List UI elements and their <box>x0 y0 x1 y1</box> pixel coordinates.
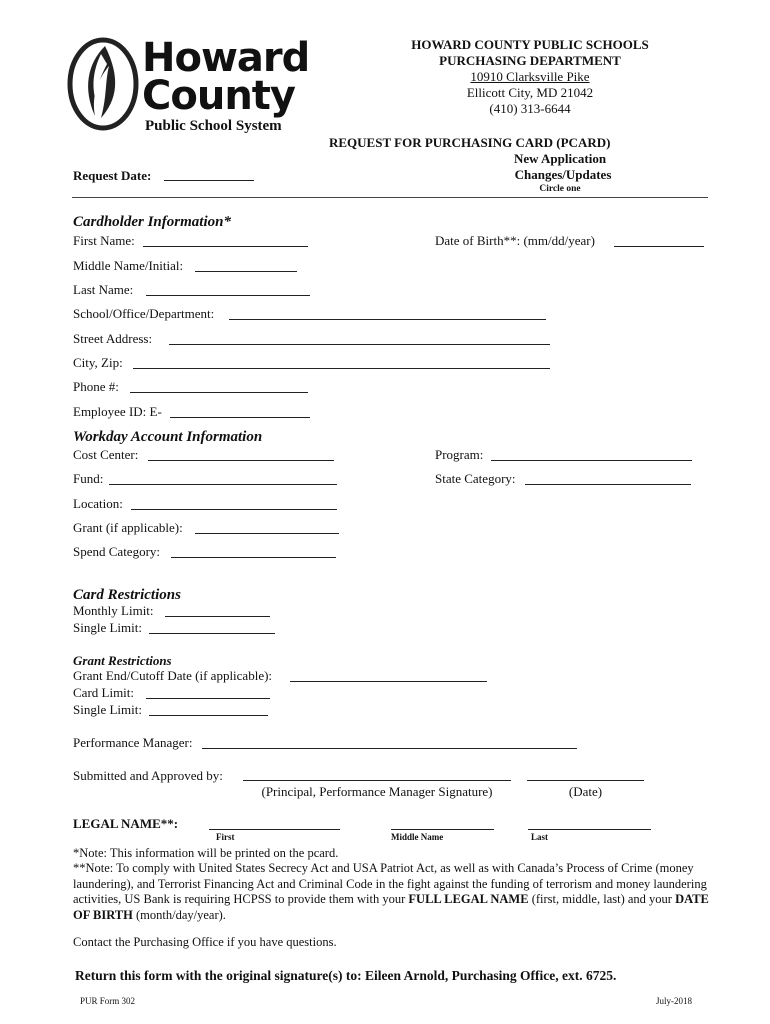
approval-date-field[interactable] <box>527 780 644 781</box>
employee-id-field[interactable] <box>170 417 310 418</box>
first-name-field[interactable] <box>143 246 308 247</box>
date-caption: (Date) <box>568 784 603 799</box>
dob-field[interactable] <box>614 246 704 247</box>
street-label: Street Address: <box>73 331 153 346</box>
submitted-approved-label: Submitted and Approved by: <box>73 768 223 783</box>
logo-word-county: County <box>142 73 295 119</box>
phone-field[interactable] <box>130 392 308 393</box>
request-date-field[interactable] <box>164 180 254 181</box>
spend-category-label: Spend Category: <box>73 544 161 559</box>
employee-id-label: Employee ID: E- <box>73 404 162 419</box>
legal-middle-caption: Middle Name <box>391 832 444 842</box>
last-name-label: Last Name: <box>73 282 134 297</box>
phone-label: Phone #: <box>73 379 119 394</box>
single-limit-field[interactable] <box>149 633 275 634</box>
monthly-limit-label: Monthly Limit: <box>73 603 154 618</box>
note-legal-compliance: **Note: To comply with United States Secrecy Act and USA Patriot Act, as well as with Canada’s Process of Crime (money laundering), and Terrorist Financing Act and Criminal Code in the fight against the funding of terrorism and money laundering activities, US Bank is requiring HCPSS to provide them with your FULL LEGAL NAME (first, middle, last) and your DATE OF BIRTH (month/day/year). <box>73 861 709 922</box>
single-limit-label: Single Limit: <box>73 620 142 635</box>
grant-end-date-field[interactable] <box>290 681 487 682</box>
address-line1: 10910 Clarksville Pike <box>470 69 590 84</box>
legal-name-label: LEGAL NAME**: <box>73 816 179 831</box>
return-instructions: Return this form with the original signature(s) to: Eileen Arnold, Purchasing Office, ext. 6725. <box>75 968 617 983</box>
spend-category-field[interactable] <box>171 557 336 558</box>
location-field[interactable] <box>131 509 337 510</box>
performance-manager-label: Performance Manager: <box>73 735 193 750</box>
org-name: HOWARD COUNTY PUBLIC SCHOOLS <box>411 37 649 52</box>
grant-card-limit-label: Card Limit: <box>73 685 135 700</box>
signature-field[interactable] <box>243 780 511 781</box>
option-new-application[interactable]: New Application <box>513 151 607 166</box>
grant-single-limit-field[interactable] <box>149 715 268 716</box>
option-changes-updates[interactable]: Changes/Updates <box>514 167 612 182</box>
performance-manager-field[interactable] <box>202 748 577 749</box>
signature-caption: (Principal, Performance Manager Signature) <box>261 784 493 799</box>
grant-restrictions-heading: Grant Restrictions <box>73 653 172 668</box>
fund-label: Fund: <box>73 471 104 486</box>
middle-name-field[interactable] <box>195 271 297 272</box>
request-date-label: Request Date: <box>73 168 152 183</box>
logo-word-howard: Howard <box>142 35 310 81</box>
grant-label: Grant (if applicable): <box>73 520 183 535</box>
header-divider <box>72 197 708 198</box>
school-field[interactable] <box>229 319 546 320</box>
state-category-field[interactable] <box>525 484 691 485</box>
middle-name-label: Middle Name/Initial: <box>73 258 184 273</box>
cost-center-label: Cost Center: <box>73 447 139 462</box>
location-label: Location: <box>73 496 123 511</box>
address-line2: Ellicott City, MD 21042 <box>466 85 594 100</box>
grant-card-limit-field[interactable] <box>146 698 270 699</box>
cardholder-heading: Cardholder Information* <box>73 214 231 230</box>
form-id: PUR Form 302 <box>80 996 136 1006</box>
legal-first-caption: First <box>216 832 235 842</box>
program-label: Program: <box>435 447 484 462</box>
street-field[interactable] <box>169 344 550 345</box>
program-field[interactable] <box>491 460 692 461</box>
grant-single-limit-label: Single Limit: <box>73 702 142 717</box>
legal-last-caption: Last <box>531 832 549 842</box>
city-zip-field[interactable] <box>133 368 550 369</box>
first-name-label: First Name: <box>73 233 135 248</box>
state-category-label: State Category: <box>435 471 516 486</box>
form-title: REQUEST FOR PURCHASING CARD (PCARD) <box>329 135 611 150</box>
grant-end-date-label: Grant End/Cutoff Date (if applicable): <box>73 668 273 683</box>
last-name-field[interactable] <box>146 295 310 296</box>
monthly-limit-field[interactable] <box>165 616 270 617</box>
grant-field[interactable] <box>195 533 339 534</box>
legal-middle-field[interactable] <box>391 829 494 830</box>
department-name: PURCHASING DEPARTMENT <box>439 53 621 68</box>
phone-number: (410) 313-6644 <box>489 101 571 116</box>
contact-note: Contact the Purchasing Office if you have questions. <box>73 935 337 949</box>
card-restrictions-heading: Card Restrictions <box>73 587 181 603</box>
dob-label: Date of Birth**: (mm/dd/year) <box>435 233 595 248</box>
circle-one-hint: Circle one <box>539 184 581 194</box>
fund-field[interactable] <box>109 484 337 485</box>
form-date: July-2018 <box>656 996 692 1006</box>
school-label: School/Office/Department: <box>73 306 215 321</box>
legal-first-field[interactable] <box>209 829 340 830</box>
workday-heading: Workday Account Information <box>73 429 263 445</box>
city-zip-label: City, Zip: <box>73 355 123 370</box>
note-printed-on-card: *Note: This information will be printed on the pcard. <box>73 846 339 860</box>
cost-center-field[interactable] <box>148 460 334 461</box>
logo-tagline: Public School System <box>145 118 282 134</box>
legal-last-field[interactable] <box>528 829 651 830</box>
